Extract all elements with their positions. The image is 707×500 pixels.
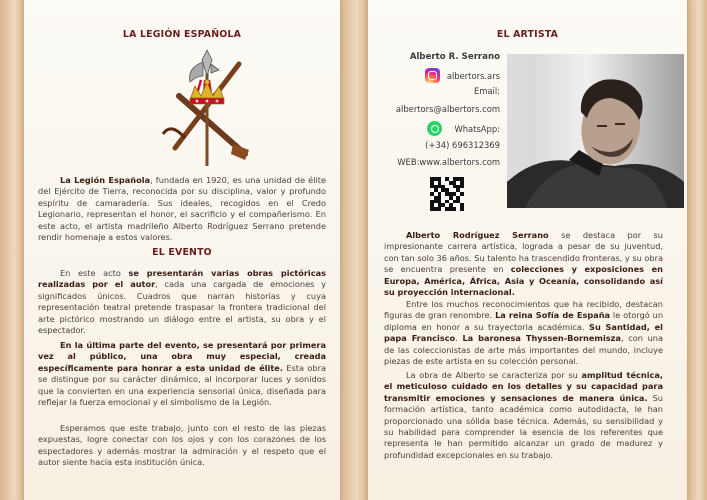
artist-photo	[507, 54, 684, 208]
paper-edge-left	[0, 0, 24, 500]
artist-title: EL ARTISTA	[496, 29, 559, 40]
email-link[interactable]: albertors@albertors.com	[395, 104, 500, 114]
event-title: EL EVENTO	[152, 247, 212, 258]
brochure-fold	[340, 0, 368, 500]
qr-code-icon[interactable]	[430, 177, 464, 211]
phone-number[interactable]: (+34) 696312369	[425, 140, 500, 150]
legion-intro-text: La Legión Española, fundada en 1920, es una unidad de élite del Ejército de Tierra, reconocida por su disciplina, valor y profundo espíritu de camaradería. Sus ideales, recogidos en el Credo Legionario, representan el honor, el sacrificio y el compañerismo. En este acto, el artista madrileño Alberto Rodríguez Serrano pretende rendir homenaje a estos valores.	[38, 175, 326, 243]
instagram-icon	[425, 68, 440, 83]
artist-bio-paragraph-3: La obra de Alberto se caracteriza por su amplitud técnica, el meticuloso cuidado en los detalles y su capacidad para transmitir emociones y sensaciones de manera única. Su formación artística, tanto académica como autodidacta, le han proporcionado una sólida base técnica. Además, su sensibilidad y su habilidad para comprender la esencia de los referentes que representa le han permitido alcanzar un grado de madurez y profundidad excepcionales en su trabajo.	[384, 370, 663, 460]
artist-bio-paragraph-1: Alberto Rodríguez Serrano se destaca por su impresionante carrera artística, lograda a pesar de su juventud, con tan solo 36 años. Su talento ha trascendido fronteras, y su obra se encuentra presente en colecciones y exposiciones en Europa, América, África, Asia y Oceanía, consolidando así su proyección internacional.	[384, 230, 663, 298]
legion-emblem-icon	[157, 46, 257, 171]
legion-title: LA LEGIÓN ESPAÑOLA	[122, 29, 242, 40]
whatsapp-label: WhatsApp:	[427, 121, 500, 136]
artist-bio-paragraph-2: Entre los muchos reconocimientos que ha recibido, destacan figuras de gran renombre. La reina Sofía de España le otorgó un diploma en honor a su trayectoria académica. Su Santidad, el papa Francisco. La baronesa Thyssen-Bornemisza, con una de las coleccionistas de arte más importantes del mundo, incluye piezas de este artista en su colección personal.	[384, 299, 664, 367]
email-label: Email:	[473, 86, 500, 96]
left-page	[24, 0, 340, 500]
event-paragraph-1: En este acto se presentarán varias obras pictóricas realizadas por el autor, cada una cargada de emociones y significados únicos. Cuadros que narran historias y cuya representación teatral pretende traspasar la frontera tradicional del arte pictórico mostrando un diálogo entre el artista, su obra y el espectador.	[38, 268, 326, 336]
artist-name: Alberto R. Serrano	[409, 52, 500, 62]
web-link[interactable]: WEB:www.albertors.com	[397, 157, 500, 167]
whatsapp-icon	[427, 121, 442, 136]
paper-edge-right	[687, 0, 707, 500]
event-paragraph-3: Esperamos que este trabajo, junto con el resto de las piezas expuestas, logre conectar con los ojos y con los corazones de los espectadores y además mostrar la admiración y el respeto que el autor siente hacia esta institución única.	[38, 423, 326, 468]
right-page	[368, 0, 687, 500]
event-paragraph-2: En la última parte del evento, se presentará por primera vez al público, una obra muy especial, creada específicamente para honrar a esta unidad de élite. Esta obra se distingue por su carácter dinámico, al incorporar luces y sonidos que la convierten en una experiencia sensorial única, diseñada para reflejar la fuerza emocional y el simbolismo de la Legión.	[38, 340, 326, 408]
instagram-link[interactable]: albertors.ars	[425, 68, 500, 83]
